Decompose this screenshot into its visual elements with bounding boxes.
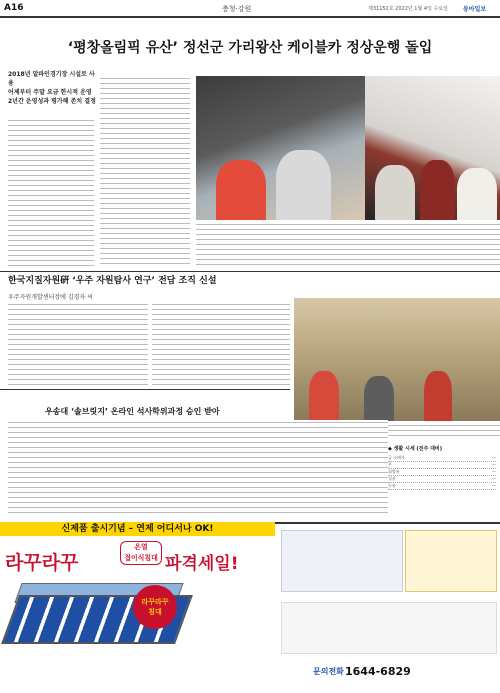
- table-row: 휘발유 —: [388, 469, 496, 474]
- ad-brand: 라꾸라꾸: [5, 552, 79, 574]
- table-row: 경유 —: [388, 476, 496, 481]
- ad-sale: 파격세일!: [165, 554, 239, 574]
- main-headline: ‘평창올림픽 유산’ 정선군 가리왕산 케이블카 정상운행 돌입: [67, 40, 433, 56]
- article-body-text-2: [100, 76, 190, 266]
- article-body-text: [8, 118, 94, 266]
- table-row: 등유 —: [388, 483, 496, 488]
- article2-body-2: [152, 302, 290, 387]
- deck-line-3: 2년간 운영성과 평가해 존치 결정: [8, 98, 96, 105]
- ad-circle-badge: 라꾸라꾸 침대: [133, 585, 177, 629]
- table-row: 금 소매가 —: [388, 455, 496, 460]
- field-workers-photo: [294, 298, 500, 421]
- ad-badge: 온열 접이식침대: [120, 541, 162, 565]
- article2-subhead: 우주자원개발센터장에 김경자 씨: [8, 294, 93, 301]
- deck-line-1: 2018년 알파인경기장 시설로 사용: [8, 71, 95, 87]
- article2-body: [8, 302, 148, 387]
- phone-number: 1644-6829: [345, 665, 411, 678]
- article3-body: [8, 420, 388, 515]
- issue-date: 제31152호 2022년 1월 4일 수요일: [368, 6, 448, 12]
- section-divider-2: [0, 389, 290, 390]
- phone-label: 문의전화: [313, 667, 344, 676]
- article3-headline: 우송대 ‘솔브릿지’ 온라인 석사학위과정 승인 받아: [45, 407, 220, 416]
- market-price-table: [388, 445, 496, 490]
- deck-line-2: 어제부터 주말 요금 한시적 운영: [8, 89, 92, 96]
- section-label: 충청·강원: [222, 5, 252, 13]
- table-row: 은 —: [388, 462, 496, 467]
- page-number: A16: [4, 3, 24, 13]
- cable-car-passengers-photo: [365, 76, 500, 220]
- page-header: [0, 0, 500, 18]
- section-divider: [0, 271, 500, 272]
- ad-banner: 신제품 출시기념 – 연제 어디서나 OK!: [0, 522, 275, 536]
- table-title: ◆ 생활 시세 (전주 대비): [388, 446, 443, 452]
- newspaper-brand: 동아일보: [463, 6, 487, 13]
- article-deck: [8, 70, 98, 106]
- cable-car-photo: [196, 76, 365, 220]
- photo-caption: [196, 222, 500, 230]
- article2-headline: 한국지질자원硏 ‘우주 자원탐사 연구’ 전담 조직 신설: [8, 276, 217, 286]
- article-continued-text: [196, 232, 500, 266]
